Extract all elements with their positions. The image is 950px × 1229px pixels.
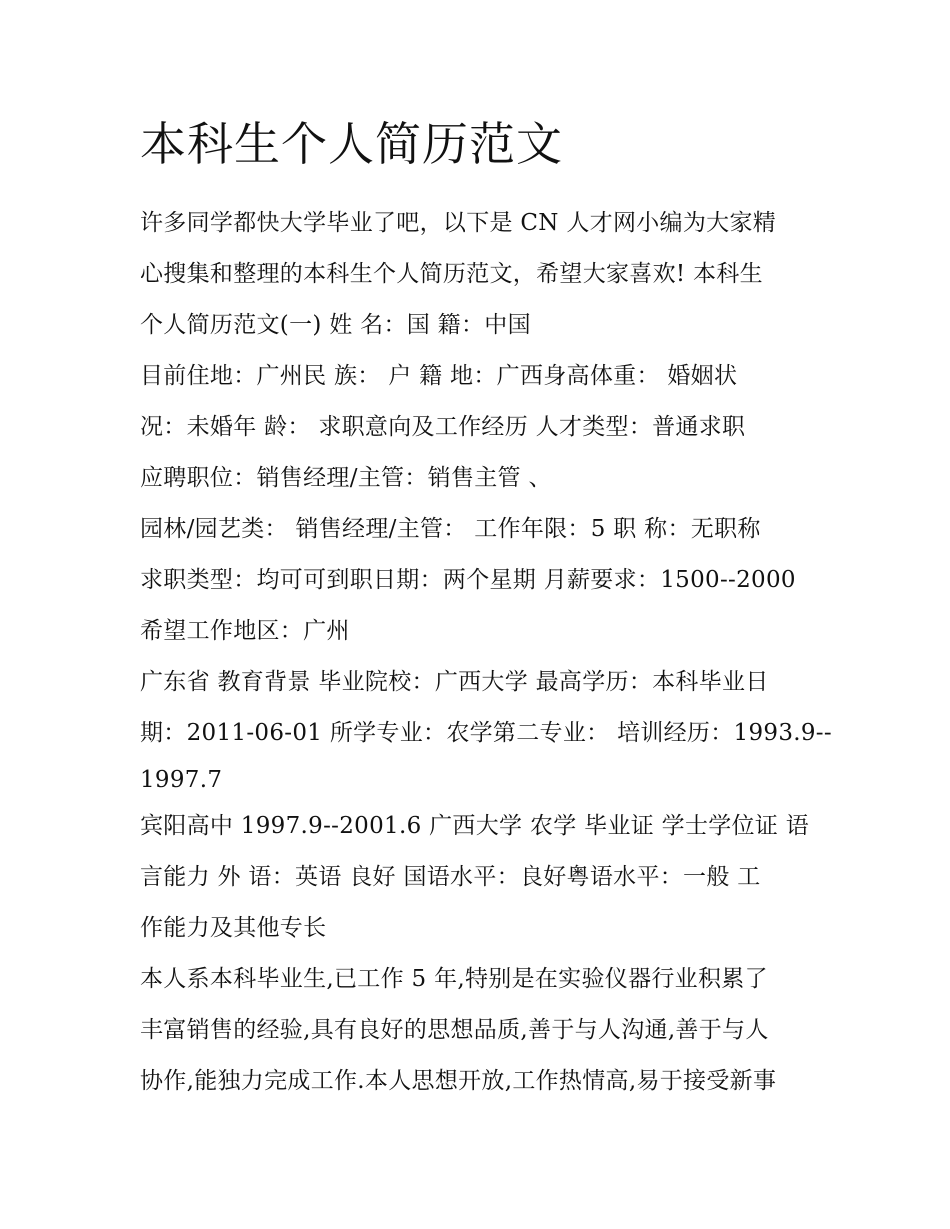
text-line: 况：未婚年 龄： 求职意向及工作经历 人才类型：普通求职 [140,414,746,440]
text-line: 言能力 外 语：英语 良好 国语水平：良好粤语水平：一般 工 [140,864,761,890]
document-page [140,112,832,1107]
text-line: 作能力及其他专长 [140,915,327,941]
document-title: 本科生个人简历范文 [140,117,563,171]
text-line: 园林/园艺类： 销售经理/主管： 工作年限：5 职 称：无职称 [140,516,761,542]
text-line: 许多同学都快大学毕业了吧，以下是 CN 人才网小编为大家精 [140,210,777,236]
text-line: 本人系本科毕业生,已工作 5 年,特别是在实验仪器行业积累了 [140,966,768,992]
paragraph-education [140,657,832,801]
text-line: 心搜集和整理的本科生个人简历范文，希望大家喜欢! 本科生 [140,261,763,287]
paragraph-job-intention [140,504,820,657]
paragraph-training-language [140,801,820,954]
text-line: 丰富销售的经验,具有良好的思想品质,善于与人沟通,善于与人 [140,1017,769,1043]
text-line: 宾阳高中 1997.9--2001.6 广西大学 农学 毕业证 学士学位证 语 [140,813,810,839]
text-line: 广东省 教育背景 毕业院校：广西大学 最高学历：本科毕业日 [140,669,769,695]
text-line: 目前住地：广州民 族： 户 籍 地：广西身高体重： 婚姻状 [140,363,738,389]
text-line: 希望工作地区：广州 [140,618,350,644]
text-line: 个人简历范文(一) 姓 名：国 籍：中国 [140,312,531,338]
paragraph-self-evaluation [140,954,820,1107]
text-line: 求职类型：均可可到职日期：两个星期 月薪要求：1500--2000 [140,567,796,593]
text-line: 1997.7 [140,767,223,793]
text-line: 期：2011-06-01 所学专业：农学第二专业： 培训经历：1993.9-- [140,720,832,746]
paragraph-intro [140,198,820,351]
text-line: 应聘职位：销售经理/主管：销售主管 、 [140,465,552,491]
text-line: 协作,能独力完成工作.本人思想开放,工作热情高,易于接受新事 [140,1068,777,1094]
paragraph-personal-info [140,351,820,504]
